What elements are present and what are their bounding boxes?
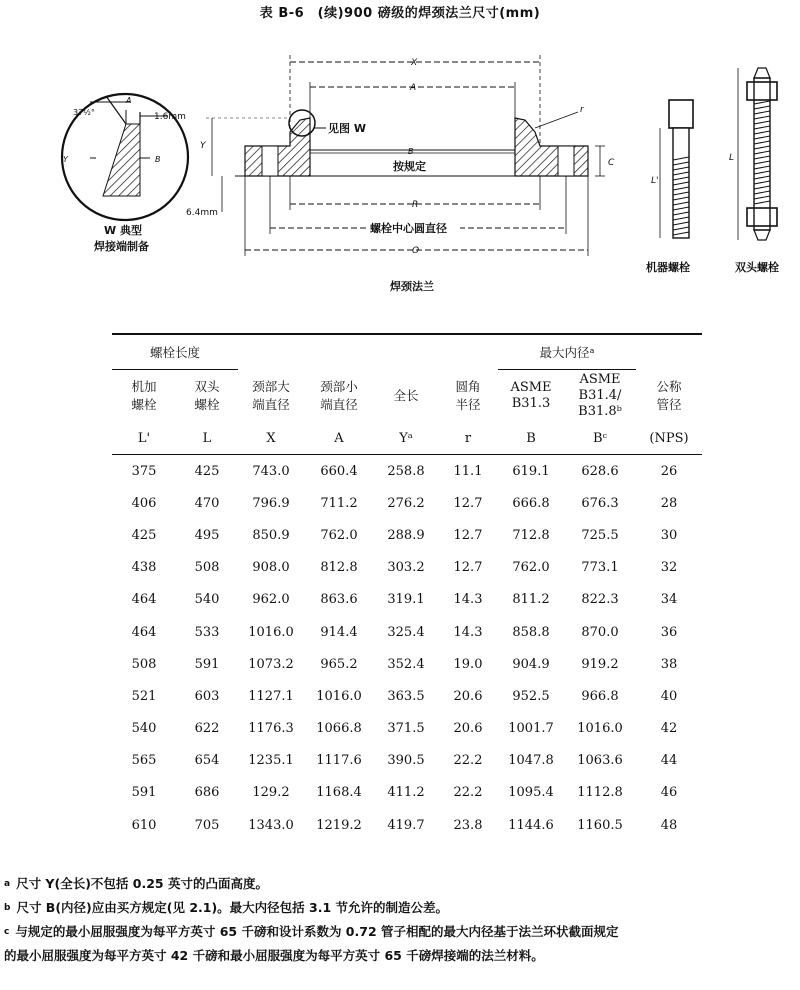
table-cell: 743.0 (252, 463, 290, 479)
table-cell: 276.2 (387, 495, 425, 511)
table-cell: 22.2 (453, 753, 483, 769)
col-header: 颈部小 端直径 (320, 378, 358, 412)
table-cell: 14.3 (453, 592, 483, 608)
table-cell: 425 (131, 527, 157, 543)
table-cell: 1047.8 (508, 753, 554, 769)
table-cell: 666.8 (512, 495, 550, 511)
col-symbol: L (202, 430, 212, 446)
table-cell: 762.0 (512, 560, 550, 576)
table-cell: 1117.6 (316, 753, 362, 769)
w-detail-title: W 典型 (104, 224, 142, 237)
letter-a: A (410, 83, 417, 93)
col-symbol: r (464, 430, 472, 446)
table-cell: 363.5 (387, 688, 425, 704)
letter-R: R (412, 200, 419, 210)
table-cell: 521 (131, 688, 157, 704)
table-cell: 303.2 (387, 560, 425, 576)
footnotes (4, 872, 800, 968)
table-cell: 540 (131, 721, 157, 737)
table-body (112, 455, 702, 842)
table-cell: 20.6 (453, 721, 483, 737)
table-cell: 20.6 (453, 688, 483, 704)
table-cell: 1112.8 (577, 785, 623, 801)
table-row (112, 809, 702, 841)
letter-x: X (411, 58, 418, 68)
table-cell: 962.0 (252, 592, 290, 608)
table-row (112, 648, 702, 680)
table-cell: 38 (660, 656, 678, 672)
angle-label: 37½° (73, 108, 95, 117)
letter-r: r (580, 105, 584, 115)
table-cell: 966.8 (581, 688, 619, 704)
w-letter-y: Y (63, 155, 68, 164)
table-cell: 42 (660, 721, 678, 737)
table-cell: 325.4 (387, 624, 425, 640)
col-symbol: L' (137, 430, 151, 446)
table-cell: 1219.2 (316, 817, 362, 833)
table-cell: 11.1 (453, 463, 483, 479)
table-cell: 863.6 (320, 592, 358, 608)
group-max-bore: 最大内径ᵃ (498, 334, 636, 370)
table-cell: 14.3 (453, 624, 483, 640)
col-symbol: B (526, 430, 536, 446)
table-row (112, 777, 702, 809)
table-cell: 1063.6 (577, 753, 623, 769)
col-header: 圆角 半径 (455, 378, 481, 412)
table-cell: 591 (131, 785, 157, 801)
footnote-a: $^a$ 尺寸 Y(全长)不包括 0.25 英寸的凸面高度。 (4, 876, 268, 891)
table-cell: 811.2 (512, 592, 550, 608)
table-cell: 762.0 (320, 527, 358, 543)
page-title: 表 B-6 (续)900 磅级的焊颈法兰尺寸(mm) (259, 6, 541, 21)
table-cell: 660.4 (320, 463, 358, 479)
table-cell: 1127.1 (248, 688, 294, 704)
table-cell: 34 (660, 592, 678, 608)
table-row (112, 713, 702, 745)
bolt-circle-label: 螺栓中心圆直径 (370, 222, 447, 235)
col-header: 全长 (393, 387, 419, 403)
table-cell: 371.5 (387, 721, 425, 737)
table-cell: 591 (194, 656, 220, 672)
table-cell: 464 (131, 592, 157, 608)
table-cell: 23.8 (453, 817, 483, 833)
table-cell: 1343.0 (248, 817, 294, 833)
table-cell: 508 (194, 560, 220, 576)
letter-y: Y (200, 141, 206, 151)
table-cell: 686 (194, 785, 220, 801)
letter-l: L (729, 153, 735, 163)
letter-o: O (412, 246, 420, 256)
table-cell: 48 (660, 817, 678, 833)
table-row (112, 745, 702, 777)
table-cell: 375 (131, 463, 157, 479)
table-row (112, 519, 702, 551)
table-row (112, 616, 702, 648)
col-header: ASME B31.4/ B31.8ᵇ (578, 372, 622, 419)
table-cell: 1016.0 (316, 688, 362, 704)
table-cell: 258.8 (387, 463, 425, 479)
table-cell: 464 (131, 624, 157, 640)
table-cell: 36 (660, 624, 678, 640)
table-cell: 712.8 (512, 527, 550, 543)
table-cell: 495 (194, 527, 220, 543)
table-cell: 390.5 (387, 753, 425, 769)
table-cell: 711.2 (320, 495, 358, 511)
col-header: 公称 管径 (656, 378, 682, 412)
flange-caption: 焊颈法兰 (390, 280, 434, 293)
col-header: ASME B31.3 (510, 380, 552, 411)
col-header: 机加 螺栓 (131, 379, 157, 412)
w-detail-subtitle: 焊接端制备 (94, 240, 149, 253)
w-letter-b: B (155, 155, 161, 164)
w-letter-a: A (126, 96, 132, 105)
table-cell: 425 (194, 463, 220, 479)
table-cell: 470 (194, 495, 220, 511)
table-cell: 12.7 (453, 560, 483, 576)
table-cell: 822.3 (581, 592, 619, 608)
col-symbol: A (334, 430, 344, 446)
table-cell: 28 (660, 495, 678, 511)
table-cell: 565 (131, 753, 157, 769)
see-w-label: 见图 W (328, 122, 366, 135)
table-cell: 26 (660, 463, 678, 479)
dim-1-6-label: 1.6mm (154, 112, 186, 122)
letter-lp: L' (651, 176, 659, 186)
table-cell: 352.4 (387, 656, 425, 672)
table-cell: 1168.4 (316, 785, 362, 801)
table-cell: 965.2 (320, 656, 358, 672)
flange-section (186, 55, 615, 293)
table-cell: 654 (194, 753, 220, 769)
table-cell: 508 (131, 656, 157, 672)
table-cell: 40 (660, 688, 678, 704)
table-cell: 1176.3 (248, 721, 294, 737)
table-cell: 850.9 (252, 527, 290, 543)
machine-bolt-label: 机器螺栓 (646, 261, 690, 274)
table-cell: 406 (131, 495, 157, 511)
table-cell: 603 (194, 688, 220, 704)
table-row (112, 487, 702, 519)
col-symbol: (NPS) (649, 430, 689, 446)
table-row (112, 552, 702, 584)
letter-b: B (408, 147, 414, 156)
col-symbol: Yᵃ (399, 430, 413, 446)
table-cell: 1235.1 (248, 753, 294, 769)
table-cell: 411.2 (387, 785, 425, 801)
table-cell: 533 (194, 624, 220, 640)
table-cell: 1001.7 (508, 721, 554, 737)
table-row (112, 455, 702, 488)
table-cell: 12.7 (453, 495, 483, 511)
stud-bolt (729, 68, 779, 274)
table-cell: 773.1 (581, 560, 619, 576)
table-cell: 619.1 (512, 463, 550, 479)
table-cell: 628.6 (581, 463, 619, 479)
table-cell: 908.0 (252, 560, 290, 576)
table-cell: 32 (660, 560, 678, 576)
table-cell: 419.7 (387, 817, 425, 833)
table-cell: 919.2 (581, 656, 619, 672)
w-detail (62, 94, 188, 253)
machine-bolt (646, 100, 693, 274)
table-cell: 1073.2 (248, 656, 294, 672)
table-cell: 46 (660, 785, 678, 801)
table-cell: 1066.8 (316, 721, 362, 737)
table-cell: 30 (660, 527, 678, 543)
stud-bolt-label: 双头螺栓 (735, 261, 779, 274)
table-cell: 705 (194, 817, 220, 833)
footnote-b: $^b$ 尺寸 B(内径)应由买方规定(见 2.1)。最大内径包括 3.1 节允许的制造公差。 (4, 900, 449, 915)
table-cell: 1144.6 (508, 817, 554, 833)
table-cell: 796.9 (252, 495, 290, 511)
table-cell: 858.8 (512, 624, 550, 640)
footnote-c-cont: 的最小屈服强度为每平方英寸 42 千磅和最小屈服强度为每平方英寸 65 千磅焊接端的法兰材料。 (4, 948, 544, 963)
table-cell: 44 (660, 753, 678, 769)
col-header: 颈部大 端直径 (252, 378, 290, 412)
table-cell: 1160.5 (577, 817, 623, 833)
dim-6-4-label: 6.4mm (186, 208, 218, 218)
table-row (112, 584, 702, 616)
table-cell: 438 (131, 560, 157, 576)
table-cell: 904.9 (512, 656, 550, 672)
dimension-table (112, 333, 702, 841)
table-cell: 812.8 (320, 560, 358, 576)
letter-c: C (608, 158, 615, 168)
table-cell: 540 (194, 592, 220, 608)
table-cell: 19.0 (453, 656, 483, 672)
table-cell: 1016.0 (577, 721, 623, 737)
table-cell: 319.1 (387, 592, 425, 608)
table-cell: 22.2 (453, 785, 483, 801)
table-cell: 622 (194, 721, 220, 737)
table-cell: 914.4 (320, 624, 358, 640)
table-cell: 12.7 (453, 527, 483, 543)
table-cell: 676.3 (581, 495, 619, 511)
flange-figure (0, 20, 800, 300)
table-cell: 1095.4 (508, 785, 554, 801)
group-bolt-length: 螺栓长度 (112, 334, 238, 370)
table-cell: 725.5 (581, 527, 619, 543)
table-cell: 129.2 (252, 785, 290, 801)
table-cell: 610 (131, 817, 157, 833)
footnote-c: $^c$ 与规定的最小屈服强度为每平方英寸 65 千磅和设计系数为 0.72 管子相配的最大内径基于法兰环状截面规定 (4, 924, 619, 939)
per-spec-label: 按规定 (393, 160, 426, 173)
table-row (112, 680, 702, 712)
table-cell: 870.0 (581, 624, 619, 640)
col-symbol: X (266, 430, 276, 446)
table-cell: 1016.0 (248, 624, 294, 640)
table-cell: 952.5 (512, 688, 550, 704)
col-symbol: Bᶜ (592, 430, 608, 446)
table-cell: 288.9 (387, 527, 425, 543)
col-header: 双头 螺栓 (194, 379, 220, 412)
